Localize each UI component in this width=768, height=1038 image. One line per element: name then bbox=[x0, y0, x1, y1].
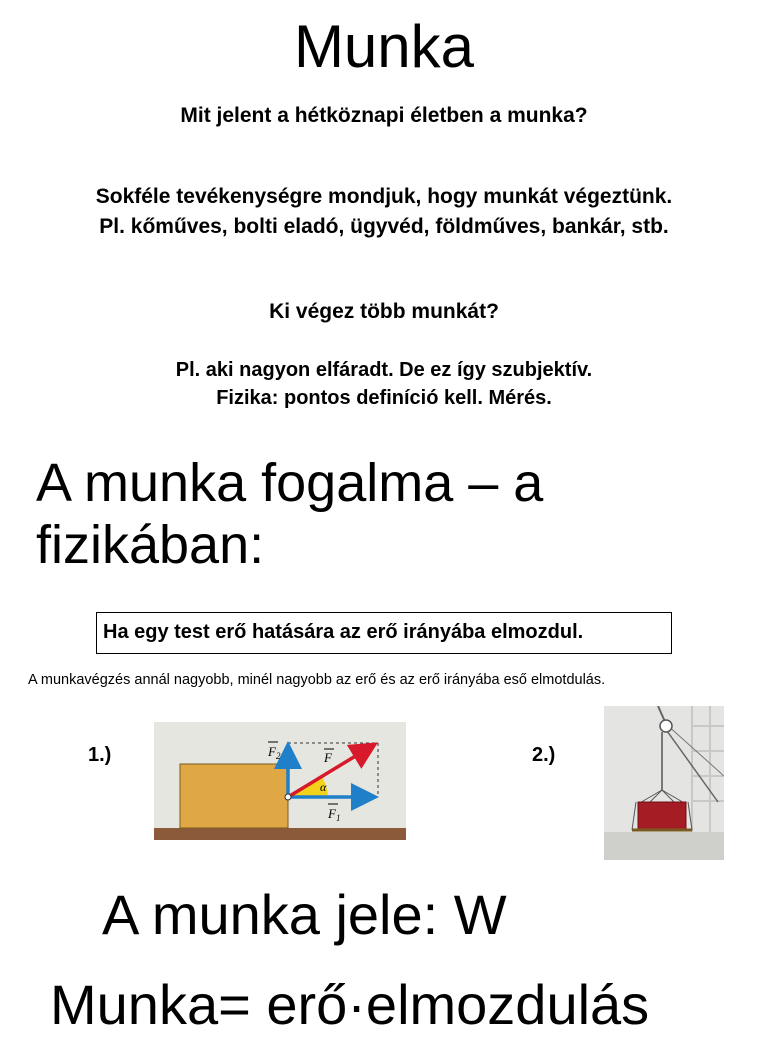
paragraph-line: Pl. kőműves, bolti eladó, ügyvéd, földműves, bankár, stb. bbox=[99, 215, 669, 238]
heading-line: fizikában: bbox=[36, 515, 265, 575]
heading-formula: Munka= erő·elmozdulás bbox=[50, 973, 650, 1036]
heading-symbol: A munka jele: W bbox=[102, 883, 507, 946]
heading-line: A munka fogalma – a bbox=[36, 453, 544, 513]
figure-2-label: 2.) bbox=[532, 744, 556, 766]
figure-1-label: 1.) bbox=[88, 744, 112, 766]
ground bbox=[154, 828, 406, 840]
pivot-point bbox=[285, 794, 291, 800]
note-text: A munkavégzés annál nagyobb, minél nagyobb az erő és az erő irányába eső elmotdulás. bbox=[28, 672, 606, 688]
f-label: F bbox=[324, 750, 332, 765]
f1-label: $F_1$ bbox=[328, 806, 341, 823]
block bbox=[180, 764, 288, 828]
paragraph-line: Fizika: pontos definíció kell. Mérés. bbox=[216, 387, 552, 409]
floor bbox=[604, 832, 724, 860]
figure-1-force-diagram bbox=[138, 706, 412, 848]
definition-box: Ha egy test erő hatására az erő irányába elmozdul. bbox=[96, 612, 672, 654]
page-title: Munka bbox=[293, 13, 475, 80]
paragraph-activities bbox=[0, 182, 768, 242]
question-everyday: Mit jelent a hétköznapi életben a munka? bbox=[180, 104, 588, 127]
pulley bbox=[660, 720, 672, 732]
paragraph-subjective bbox=[0, 356, 768, 412]
paragraph-line: Pl. aki nagyon elfáradt. De ez így szubjektív. bbox=[175, 359, 593, 381]
paragraph-line: Sokféle tevékenységre mondjuk, hogy munkát végeztünk. bbox=[95, 185, 673, 208]
figure-2-crane-load bbox=[600, 706, 724, 862]
heading-concept bbox=[36, 452, 756, 576]
alpha-label: α bbox=[320, 780, 327, 794]
load-crate bbox=[638, 802, 686, 830]
f2-label: $F_2$ bbox=[268, 744, 281, 761]
question-who: Ki végez több munkát? bbox=[269, 300, 499, 323]
